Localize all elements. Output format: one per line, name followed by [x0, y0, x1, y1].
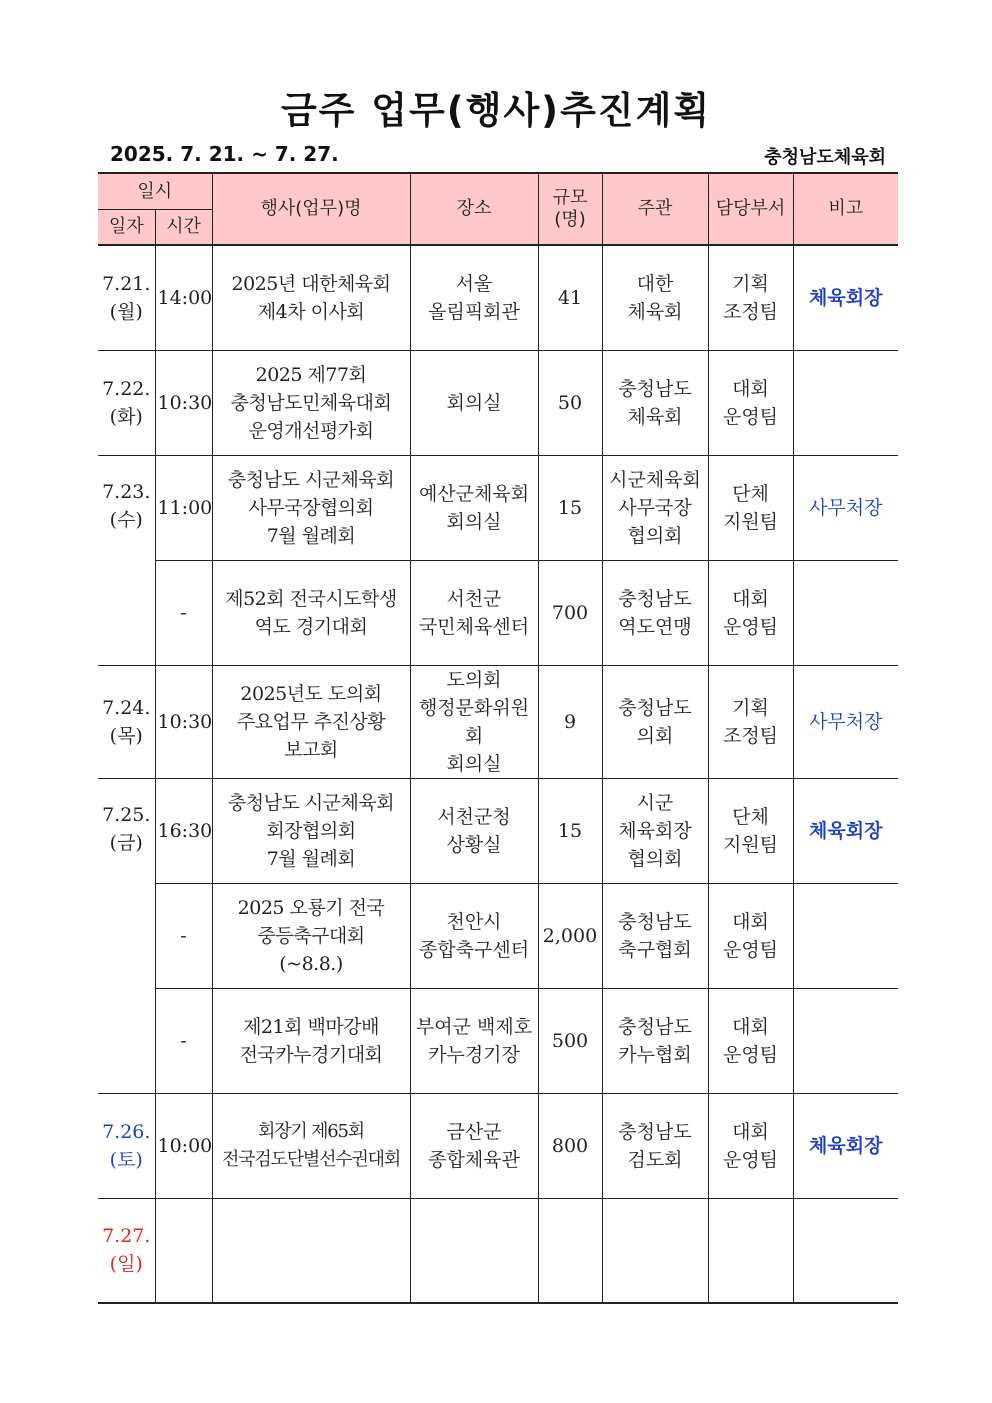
dept-cell: 대회 운영팀	[708, 350, 793, 455]
dept-cell: 단체 지원팀	[708, 778, 793, 883]
place-cell: 천안시 종합축구센터	[410, 883, 538, 988]
host-cell: 충청남도 역도연맹	[602, 560, 708, 665]
week-period: 2025. 7. 21. ~ 7. 27.	[110, 142, 339, 166]
day-value: (화)	[109, 405, 143, 428]
size-cell: 15	[538, 455, 602, 560]
dept-cell: 기획 조정팀	[708, 245, 793, 350]
host-cell: 대한 체육회	[602, 245, 708, 350]
time-cell: -	[155, 883, 212, 988]
event-cell: 제52회 전국시도학생 역도 경기대회	[212, 560, 410, 665]
dept-cell: 대회 운영팀	[708, 883, 793, 988]
organization-name: 충청남도체육회	[764, 147, 886, 168]
table-row	[98, 778, 898, 883]
table-row	[98, 665, 898, 778]
time-cell: 10:30	[155, 665, 212, 778]
dept-cell: 대회 운영팀	[708, 1093, 793, 1198]
header-host: 주관	[602, 173, 708, 245]
day-value: (월)	[109, 300, 143, 323]
place-cell: 예산군체육회 회의실	[410, 455, 538, 560]
header-time: 시간	[155, 210, 212, 246]
size-cell: 500	[538, 988, 602, 1093]
table-row	[98, 350, 898, 455]
size-cell: 9	[538, 665, 602, 778]
dept-cell: 기획 조정팀	[708, 665, 793, 778]
size-cell: 800	[538, 1093, 602, 1198]
date-value: 7.27.	[102, 1225, 151, 1248]
date-cell	[98, 245, 155, 350]
event-cell: 제21회 백마강배 전국카누경기대회	[212, 988, 410, 1093]
date-value: 7.22.	[102, 377, 151, 400]
host-cell: 충청남도 카누협회	[602, 988, 708, 1093]
time-cell: 16:30	[155, 778, 212, 883]
event-cell	[212, 1198, 410, 1303]
date-value: 7.24.	[102, 696, 151, 719]
place-cell: 부여군 백제호 카누경기장	[410, 988, 538, 1093]
table-row	[98, 455, 898, 560]
host-cell: 충청남도 축구협회	[602, 883, 708, 988]
place-cell: 서천군청 상황실	[410, 778, 538, 883]
note-cell: 체육회장	[793, 1093, 898, 1198]
table-row	[98, 988, 898, 1093]
table-row	[98, 560, 898, 665]
host-cell	[602, 1198, 708, 1303]
date-cell	[98, 1093, 155, 1198]
time-cell: -	[155, 560, 212, 665]
date-value: 7.21.	[102, 272, 151, 295]
header-row-top	[98, 173, 898, 210]
note-cell	[793, 350, 898, 455]
date-value: 7.25.	[102, 803, 151, 826]
page-title: 금주 업무(행사)추진계획	[280, 89, 712, 132]
date-cell	[98, 665, 155, 778]
date-cell	[98, 778, 155, 1093]
day-value: (목)	[109, 724, 143, 747]
note-cell: 사무처장	[793, 455, 898, 560]
time-cell: -	[155, 988, 212, 1093]
size-cell: 2,000	[538, 883, 602, 988]
day-value: (일)	[109, 1253, 143, 1276]
host-cell: 충청남도 체육회	[602, 350, 708, 455]
date-value: 7.26.	[102, 1120, 151, 1143]
event-cell: 2025 오룡기 전국 중등축구대회 (~8.8.)	[212, 883, 410, 988]
header-place: 장소	[410, 173, 538, 245]
time-cell: 11:00	[155, 455, 212, 560]
note-cell	[793, 560, 898, 665]
host-cell: 시군체육회 사무국장 협의회	[602, 455, 708, 560]
note-cell	[793, 988, 898, 1093]
day-value: (토)	[109, 1148, 143, 1171]
note-cell	[793, 1198, 898, 1303]
size-cell: 50	[538, 350, 602, 455]
header-note: 비고	[793, 173, 898, 245]
place-cell: 서천군 국민체육센터	[410, 560, 538, 665]
header-date: 일자	[98, 210, 155, 246]
header-event: 행사(업무)명	[212, 173, 410, 245]
day-value: (수)	[109, 508, 143, 531]
event-cell: 충청남도 시군체육회 회장협의회 7월 월례회	[212, 778, 410, 883]
date-cell	[98, 350, 155, 455]
time-cell	[155, 1198, 212, 1303]
host-cell: 충청남도 의회	[602, 665, 708, 778]
time-cell: 14:00	[155, 245, 212, 350]
header-dept: 담당부서	[708, 173, 793, 245]
event-cell: 2025년 대한체육회 제4차 이사회	[212, 245, 410, 350]
date-value: 7.23.	[102, 480, 151, 503]
host-cell: 시군 체육회장 협의회	[602, 778, 708, 883]
event-cell: 2025년도 도의회 주요업무 추진상황 보고회	[212, 665, 410, 778]
size-cell: 41	[538, 245, 602, 350]
day-value: (금)	[109, 831, 143, 854]
place-cell: 도의회 행정문화위원회 회의실	[410, 665, 538, 778]
table-row	[98, 883, 898, 988]
place-cell	[410, 1198, 538, 1303]
time-cell: 10:00	[155, 1093, 212, 1198]
date-cell	[98, 455, 155, 665]
dept-cell	[708, 1198, 793, 1303]
table-row	[98, 1198, 898, 1303]
dept-cell: 단체 지원팀	[708, 455, 793, 560]
note-cell: 체육회장	[793, 778, 898, 883]
place-cell: 서울 올림픽회관	[410, 245, 538, 350]
dept-cell: 대회 운영팀	[708, 988, 793, 1093]
host-cell: 충청남도 검도회	[602, 1093, 708, 1198]
note-cell: 체육회장	[793, 245, 898, 350]
table-row	[98, 245, 898, 350]
size-cell: 700	[538, 560, 602, 665]
note-cell: 사무처장	[793, 665, 898, 778]
event-cell: 2025 제77회 충청남도민체육대회 운영개선평가회	[212, 350, 410, 455]
table-row	[98, 1093, 898, 1198]
schedule-table	[98, 172, 898, 1304]
time-cell: 10:30	[155, 350, 212, 455]
place-cell: 금산군 종합체육관	[410, 1093, 538, 1198]
event-cell: 회장기 제65회 전국검도단별선수권대회	[212, 1093, 410, 1198]
date-cell	[98, 1198, 155, 1303]
header-size: 규모 (명)	[538, 173, 602, 245]
note-cell	[793, 883, 898, 988]
place-cell: 회의실	[410, 350, 538, 455]
event-cell: 충청남도 시군체육회 사무국장협의회 7월 월례회	[212, 455, 410, 560]
dept-cell: 대회 운영팀	[708, 560, 793, 665]
size-cell: 15	[538, 778, 602, 883]
header-datetime: 일시	[98, 173, 212, 210]
size-cell	[538, 1198, 602, 1303]
